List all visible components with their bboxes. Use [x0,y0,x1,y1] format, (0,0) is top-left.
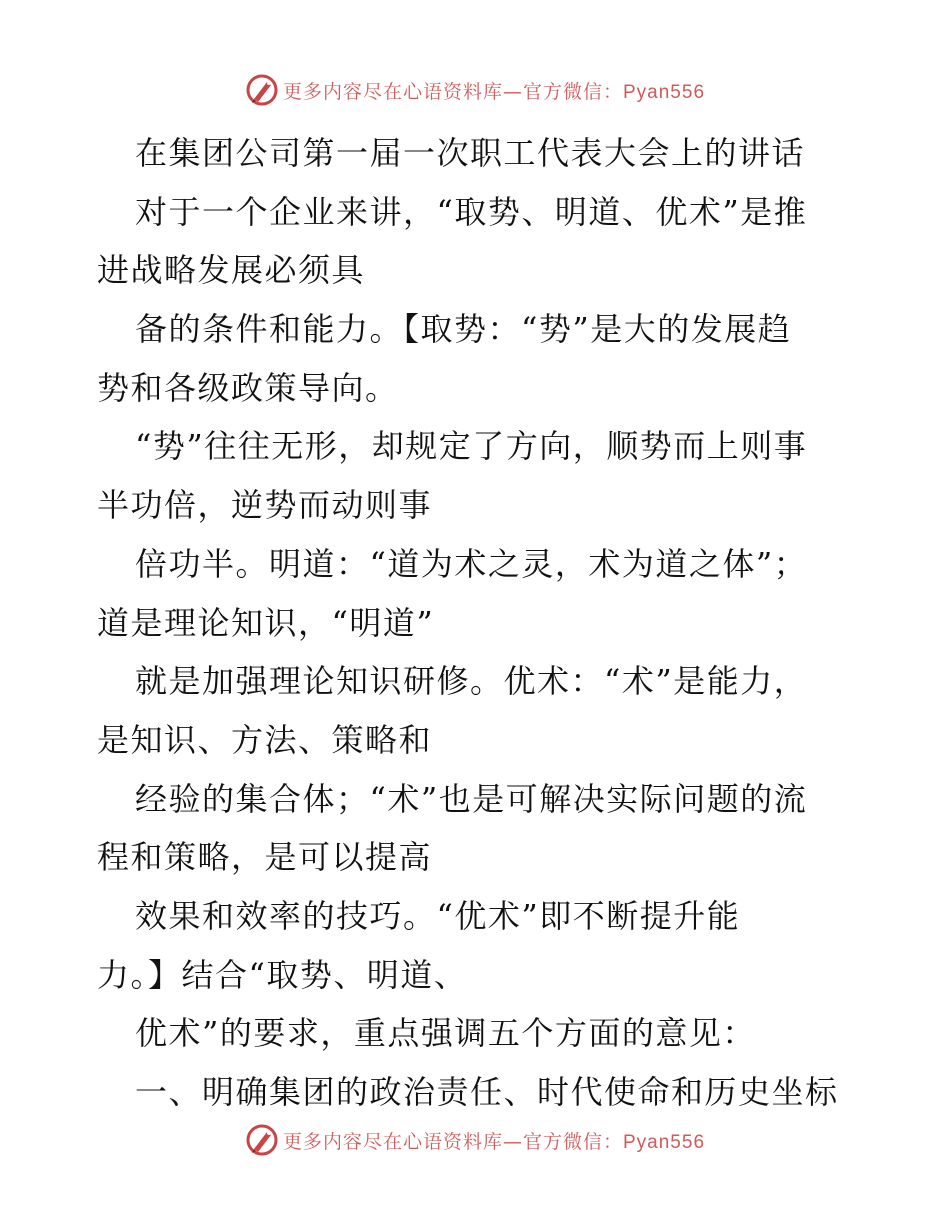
text-line: 势和各级政策导向。 [97,368,399,407]
text-line: 效果和效率的技巧。“优术”即不断提升能 [135,896,741,935]
watermark-main-text: 更多内容尽在心语资料库 [282,80,503,103]
watermark-handle: Pyan556 [623,1131,706,1153]
watermark-official-label: 官方微信： [522,1130,623,1153]
text-line: 对于一个企业来讲，“取势、明道、优术”是推 [135,192,808,231]
quill-pen-logo-icon [245,1123,279,1157]
text-line: “势”往往无形，却规定了方向，顺势而上则事 [135,427,808,466]
document-body [97,124,857,1122]
footer-watermark [0,1120,950,1160]
text-line: 是知识、方法、策略和 [97,720,433,759]
text-line: 就是加强理论知识研修。优术：“术”是能力， [135,662,808,701]
text-line: 优术”的要求，重点强调五个方面的意见： [135,1014,756,1053]
watermark-handle: Pyan556 [623,81,706,103]
watermark-text [283,77,705,104]
text-line: 进战略发展必须具 [97,251,366,290]
text-line: 经验的集合体；“术”也是可解决实际问题的流 [135,779,808,818]
text-line: 倍功半。明道：“道为术之灵，术为道之体”； [135,544,808,583]
watermark-official-label: 官方微信： [522,80,623,103]
header-watermark [0,70,950,110]
text-line: 道是理论知识，“明道” [97,603,435,642]
section-heading: 一、明确集团的政治责任、时代使命和历史坐标 [135,1073,839,1111]
text-line: 力。】结合“取势、明道、 [97,955,468,994]
quill-pen-logo-icon [245,73,279,107]
watermark-separator: — [502,80,523,103]
watermark-separator: — [502,1130,523,1153]
text-line: 备的条件和能力。【取势：“势”是大的发展趋 [135,310,792,349]
text-line: 半功倍，逆势而动则事 [97,486,433,525]
watermark-text [283,1127,705,1154]
document-title: 在集团公司第一届一次职工代表大会上的讲话 [135,134,806,172]
text-line: 程和策略，是可以提高 [97,838,433,877]
watermark-main-text: 更多内容尽在心语资料库 [282,1130,503,1153]
